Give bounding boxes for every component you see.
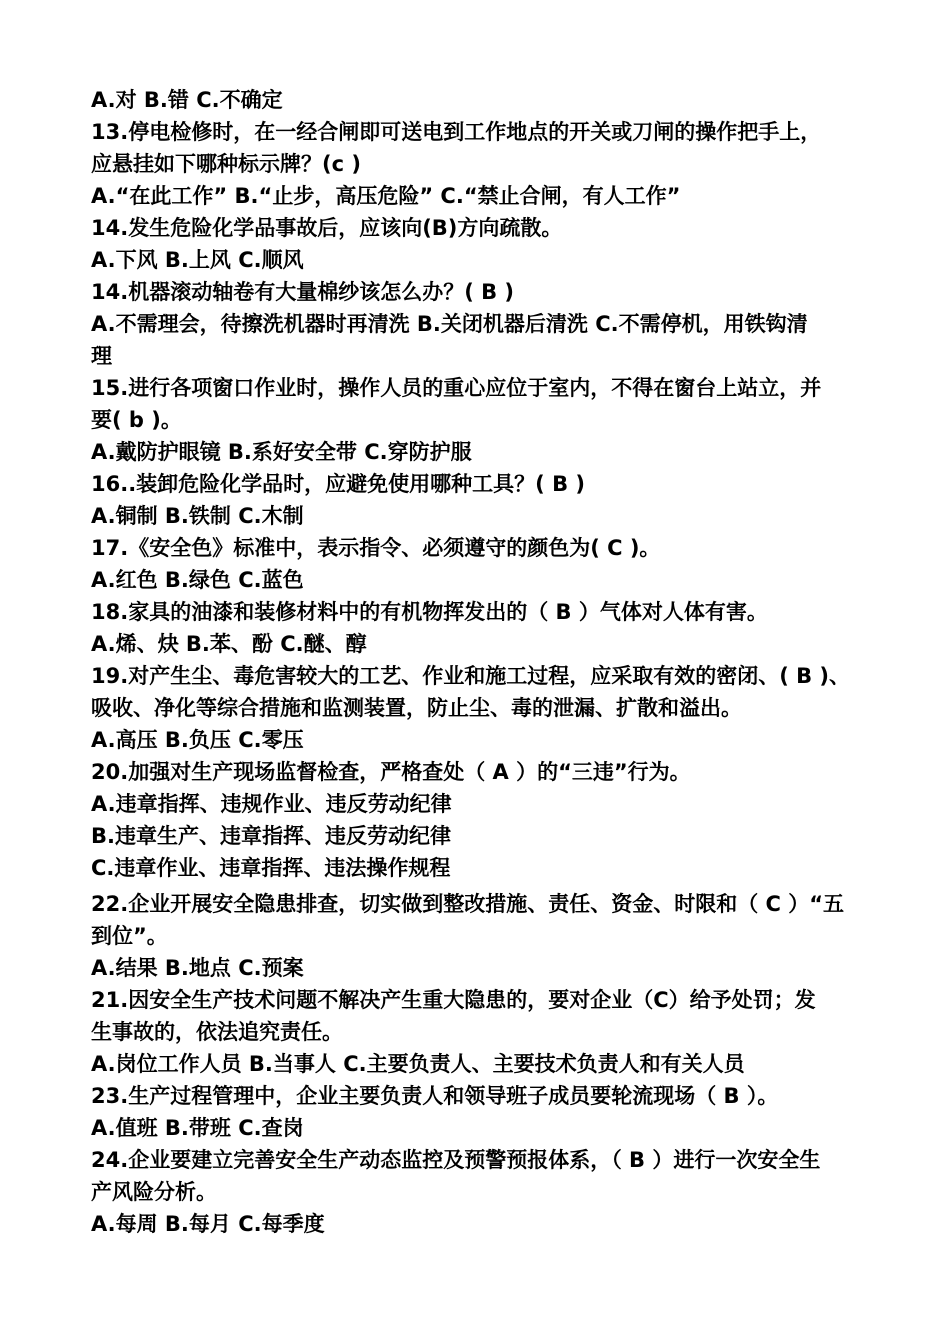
answer-options: A.“在此工作” B.“止步，高压危险” C.“禁止合闸，有人工作” [91, 184, 681, 208]
answer-options: A.红色 B.绿色 C.蓝色 [91, 568, 304, 592]
answer-option-a: A.违章指挥、违规作业、违反劳动纪律 [91, 792, 452, 816]
question-19: 19.对产生尘、毒危害较大的工艺、作业和施工过程，应采取有效的密闭、( B )、 [91, 664, 851, 688]
question-list [91, 84, 866, 1240]
question-14a: 14.发生危险化学品事故后，应该向(B)方向疏散。 [91, 216, 563, 240]
answer-options-cont: 理 [91, 344, 112, 368]
answer-options: A.不需理会，待擦洗机器时再清洗 B.关闭机器后清洗 C.不需停机，用铁钩清 [91, 312, 808, 336]
question-22: 22.企业开展安全隐患排查，切实做到整改措施、责任、资金、时限和（ C ）“五 [91, 892, 845, 916]
answer-options: A.值班 B.带班 C.查岗 [91, 1116, 304, 1140]
answer-options: A.结果 B.地点 C.预案 [91, 956, 304, 980]
answer-options: A.戴防护眼镜 B.系好安全带 C.穿防护服 [91, 440, 472, 464]
answer-options: A.对 B.错 C.不确定 [91, 88, 283, 112]
answer-option-b: B.违章生产、违章指挥、违反劳动纪律 [91, 824, 451, 848]
question-14b: 14.机器滚动轴卷有大量棉纱该怎么办？( B ) [91, 280, 515, 304]
question-19-cont: 吸收、净化等综合措施和监测装置，防止尘、毒的泄漏、扩散和溢出。 [91, 696, 742, 720]
question-20: 20.加强对生产现场监督检查，严格查处（ A ）的“三违”行为。 [91, 760, 691, 784]
question-21-cont: 生事故的，依法追究责任。 [91, 1020, 343, 1044]
question-18: 18.家具的油漆和装修材料中的有机物挥发出的（ B ）气体对人体有害。 [91, 600, 768, 624]
question-21: 21.因安全生产技术问题不解决产生重大隐患的，要对企业（C）给予处罚；发 [91, 988, 816, 1012]
answer-options: A.高压 B.负压 C.零压 [91, 728, 304, 752]
answer-options: A.铜制 B.铁制 C.木制 [91, 504, 304, 528]
answer-option-c: C.违章作业、违章指挥、违法操作规程 [91, 856, 451, 880]
question-13-cont: 应悬挂如下哪种标示牌？(c ) [91, 152, 361, 176]
answer-options: A.烯、炔 B.苯、酚 C.醚、醇 [91, 632, 367, 656]
question-22-cont: 到位”。 [91, 924, 168, 948]
question-15-cont: 要( b )。 [91, 408, 182, 432]
question-24-cont: 产风险分析。 [91, 1180, 217, 1204]
question-16: 16..装卸危险化学品时，应避免使用哪种工具？( B ) [91, 472, 586, 496]
answer-options: A.岗位工作人员 B.当事人 C.主要负责人、主要技术负责人和有关人员 [91, 1052, 745, 1076]
question-13: 13.停电检修时，在一经合闸即可送电到工作地点的开关或刀闸的操作把手上， [91, 120, 822, 144]
question-23: 23.生产过程管理中，企业主要负责人和领导班子成员要轮流现场（ B ）。 [91, 1084, 779, 1108]
question-15: 15.进行各项窗口作业时，操作人员的重心应位于室内，不得在窗台上站立，并 [91, 376, 822, 400]
answer-options: A.每周 B.每月 C.每季度 [91, 1212, 325, 1236]
answer-options: A.下风 B.上风 C.顺风 [91, 248, 304, 272]
question-17: 17.《安全色》标准中，表示指令、必须遵守的颜色为( C )。 [91, 536, 661, 560]
question-24: 24.企业要建立完善安全生产动态监控及预警预报体系，（ B ）进行一次安全生 [91, 1148, 821, 1172]
